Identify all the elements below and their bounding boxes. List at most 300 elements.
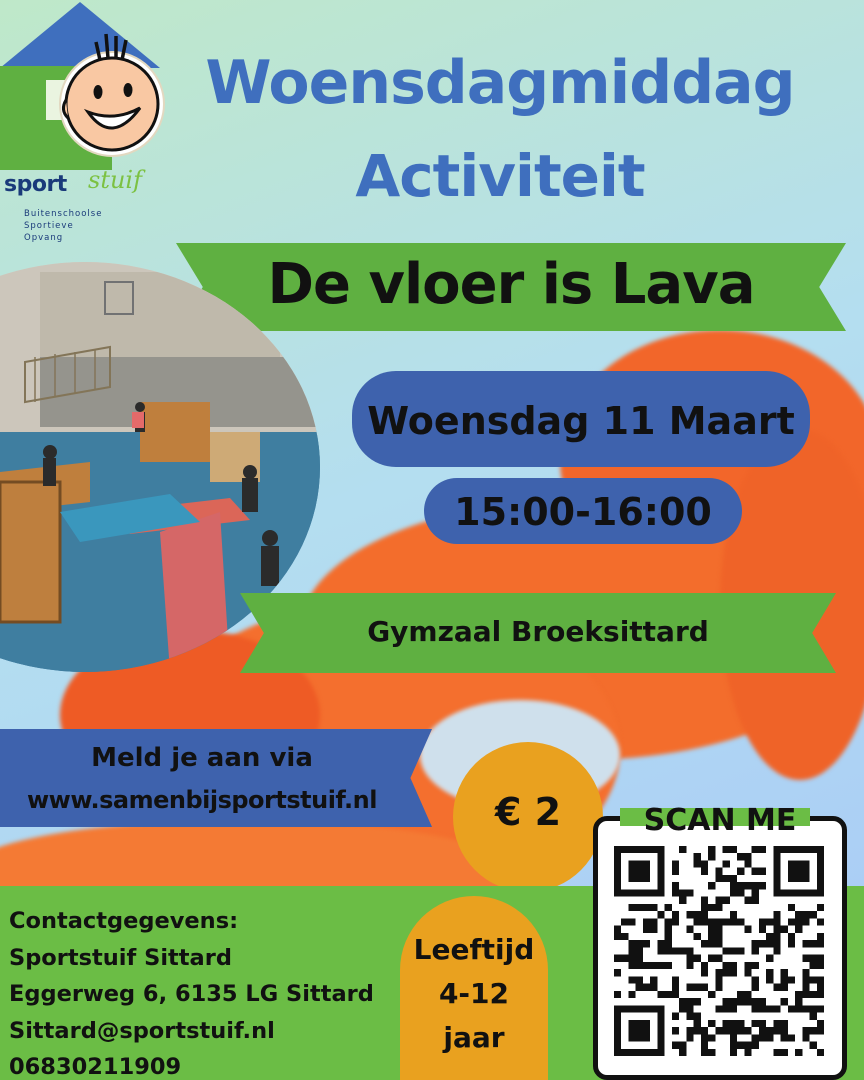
qr-module: [665, 933, 672, 940]
qr-module: [817, 875, 824, 882]
qr-module: [737, 882, 744, 889]
qr-module: [788, 904, 795, 911]
qr-module: [708, 991, 715, 998]
qr-module: [657, 962, 664, 969]
qr-module: [715, 933, 722, 940]
qr-module: [694, 933, 701, 940]
qr-module: [715, 926, 722, 933]
qr-module: [802, 918, 809, 925]
qr-module: [701, 897, 708, 904]
qr-module: [795, 860, 802, 867]
qr-module: [788, 976, 795, 983]
qr-module: [773, 1005, 780, 1012]
qr-module: [752, 846, 759, 853]
qr-module: [752, 868, 759, 875]
qr-module: [665, 940, 672, 947]
qr-module: [614, 1020, 621, 1027]
logo-house-face-icon: [0, 0, 170, 172]
qr-module: [759, 998, 766, 1005]
qr-module: [672, 889, 679, 896]
qr-module: [614, 1027, 621, 1034]
qr-module: [657, 875, 664, 882]
qr-module: [788, 1005, 795, 1012]
qr-module: [621, 955, 628, 962]
qr-module: [694, 955, 701, 962]
qr-module: [643, 875, 650, 882]
logo-subline-2: Sportieve: [24, 221, 74, 231]
qr-module: [810, 1005, 817, 1012]
qr-module: [686, 1013, 693, 1020]
qr-module: [715, 969, 722, 976]
qr-module: [672, 860, 679, 867]
qr-module: [672, 1013, 679, 1020]
qr-module: [773, 853, 780, 860]
qr-module: [614, 853, 621, 860]
qr-module: [650, 976, 657, 983]
qr-module: [643, 926, 650, 933]
qr-module: [723, 860, 730, 867]
qr-module: [730, 1034, 737, 1041]
qr-module: [628, 991, 635, 998]
qr-module: [795, 875, 802, 882]
qr-module: [701, 1042, 708, 1049]
qr-module: [723, 969, 730, 976]
qr-module: [773, 868, 780, 875]
qr-module: [643, 1027, 650, 1034]
qr-module: [636, 1049, 643, 1056]
qr-module: [744, 991, 751, 998]
qr-module: [759, 868, 766, 875]
qr-module: [788, 1034, 795, 1041]
qr-module: [773, 947, 780, 954]
qr-module: [679, 998, 686, 1005]
qr-module: [636, 1027, 643, 1034]
qr-module: [679, 947, 686, 954]
qr-module: [810, 1027, 817, 1034]
event-time: 15:00-16:00: [454, 490, 712, 534]
qr-module: [737, 1020, 744, 1027]
qr-module: [795, 889, 802, 896]
qr-module: [752, 962, 759, 969]
qr-module: [795, 911, 802, 918]
qr-module: [694, 911, 701, 918]
contact-phone-link[interactable]: 06830211909: [9, 1054, 182, 1080]
qr-module: [636, 868, 643, 875]
qr-module: [672, 1027, 679, 1034]
qr-module: [788, 868, 795, 875]
qr-module: [679, 846, 686, 853]
qr-module: [802, 889, 809, 896]
qr-module: [795, 868, 802, 875]
qr-module: [614, 846, 621, 853]
qr-module: [773, 911, 780, 918]
qr-module: [636, 976, 643, 983]
qr-module: [636, 940, 643, 947]
qr-module: [621, 1005, 628, 1012]
qr-module: [737, 1042, 744, 1049]
age-block: [400, 928, 548, 1060]
qr-module: [737, 998, 744, 1005]
qr-module: [737, 853, 744, 860]
qr-module: [766, 940, 773, 947]
qr-module: [628, 947, 635, 954]
qr-module: [708, 926, 715, 933]
contact-name: Sportstuif Sittard: [9, 944, 232, 971]
qr-module: [752, 1034, 759, 1041]
qr-module: [701, 940, 708, 947]
qr-module: [657, 882, 664, 889]
qr-module: [636, 904, 643, 911]
qr-module: [643, 889, 650, 896]
qr-module: [730, 1027, 737, 1034]
qr-module: [802, 984, 809, 991]
qr-module: [686, 911, 693, 918]
qr-module: [636, 846, 643, 853]
qr-module: [752, 976, 759, 983]
qr-module: [730, 875, 737, 882]
qr-module: [657, 1005, 664, 1012]
qr-module: [650, 1049, 657, 1056]
qr-module: [686, 1027, 693, 1034]
qr-module: [628, 1027, 635, 1034]
qr-module: [650, 984, 657, 991]
qr-module: [802, 1027, 809, 1034]
qr-module: [694, 860, 701, 867]
qr-module: [817, 889, 824, 896]
qr-module: [723, 998, 730, 1005]
title-line-2: Activiteit: [355, 142, 645, 210]
qr-module: [715, 897, 722, 904]
qr-module: [730, 1020, 737, 1027]
qr-module: [650, 962, 657, 969]
qr-module: [672, 882, 679, 889]
qr-module: [636, 984, 643, 991]
qr-module: [686, 947, 693, 954]
signup-url-link[interactable]: www.samenbijsportstuif.nl: [27, 786, 377, 814]
qr-module: [752, 1042, 759, 1049]
qr-module: [657, 889, 664, 896]
qr-module: [744, 853, 751, 860]
qr-module: [715, 955, 722, 962]
qr-module: [621, 889, 628, 896]
qr-module: [730, 911, 737, 918]
qr-module: [810, 846, 817, 853]
qr-module: [730, 882, 737, 889]
qr-module: [773, 926, 780, 933]
qr-module: [701, 1049, 708, 1056]
qr-module: [810, 955, 817, 962]
qr-module: [817, 882, 824, 889]
qr-module: [781, 998, 788, 1005]
qr-module: [701, 1034, 708, 1041]
qr-module: [817, 846, 824, 853]
qr-module: [788, 860, 795, 867]
qr-module: [708, 1034, 715, 1041]
qr-module: [730, 1005, 737, 1012]
qr-module: [628, 976, 635, 983]
qr-module: [744, 926, 751, 933]
qr-module: [643, 860, 650, 867]
qr-module: [701, 1027, 708, 1034]
qr-module: [752, 1005, 759, 1012]
qr-module: [694, 1020, 701, 1027]
qr-module: [781, 984, 788, 991]
qr-module: [614, 868, 621, 875]
qr-module: [701, 962, 708, 969]
qr-module: [744, 969, 751, 976]
qr-module: [730, 969, 737, 976]
qr-module: [810, 940, 817, 947]
qr-module: [723, 947, 730, 954]
qr-module: [628, 889, 635, 896]
qr-module: [715, 984, 722, 991]
qr-module: [686, 984, 693, 991]
qr-module: [759, 846, 766, 853]
qr-module: [708, 846, 715, 853]
qr-module: [672, 911, 679, 918]
qr-module: [737, 889, 744, 896]
qr-module: [708, 853, 715, 860]
qr-module: [773, 984, 780, 991]
qr-module: [817, 933, 824, 940]
qr-module: [766, 955, 773, 962]
qr-module: [773, 940, 780, 947]
age-range: 4-12: [438, 977, 510, 1010]
qr-module: [802, 991, 809, 998]
qr-module: [621, 918, 628, 925]
qr-module: [773, 1027, 780, 1034]
qr-module: [650, 1005, 657, 1012]
qr-module: [628, 875, 635, 882]
qr-module: [628, 918, 635, 925]
qr-module: [802, 940, 809, 947]
qr-module: [672, 976, 679, 983]
logo-subline-1: Buitenschoolse: [24, 209, 103, 219]
qr-module: [628, 1020, 635, 1027]
qr-module: [614, 1013, 621, 1020]
qr-module: [802, 911, 809, 918]
qr-module: [817, 1027, 824, 1034]
qr-module: [781, 926, 788, 933]
qr-module: [694, 1027, 701, 1034]
qr-module: [657, 1027, 664, 1034]
qr-module: [802, 955, 809, 962]
qr-module: [817, 868, 824, 875]
qr-module: [643, 1020, 650, 1027]
qr-module: [744, 1027, 751, 1034]
logo-subline-3: Opvang: [24, 233, 64, 243]
qr-module: [773, 875, 780, 882]
qr-module: [802, 875, 809, 882]
qr-module: [744, 998, 751, 1005]
qr-module: [759, 1005, 766, 1012]
qr-module: [744, 860, 751, 867]
qr-module: [708, 933, 715, 940]
qr-module: [672, 1042, 679, 1049]
qr-module: [701, 860, 708, 867]
qr-module: [657, 947, 664, 954]
qr-module: [643, 1034, 650, 1041]
qr-module: [708, 904, 715, 911]
qr-module: [643, 868, 650, 875]
qr-module: [621, 933, 628, 940]
qr-module: [694, 918, 701, 925]
contact-heading: Contactgegevens:: [9, 908, 239, 934]
qr-module: [737, 1027, 744, 1034]
qr-module: [788, 846, 795, 853]
qr-module: [701, 911, 708, 918]
qr-module: [773, 882, 780, 889]
qr-module: [614, 1034, 621, 1041]
qr-module: [730, 889, 737, 896]
qr-module: [723, 918, 730, 925]
qr-module: [810, 962, 817, 969]
qr-module: [781, 1034, 788, 1041]
qr-module: [665, 947, 672, 954]
qr-label: SCAN ME: [643, 803, 797, 838]
qr-module: [723, 1005, 730, 1012]
qr-module: [636, 1005, 643, 1012]
qr-module: [694, 984, 701, 991]
qr-module: [665, 926, 672, 933]
qr-module: [773, 1049, 780, 1056]
price-value: € 2: [494, 790, 562, 834]
qr-module: [795, 991, 802, 998]
qr-module: [614, 860, 621, 867]
qr-module: [686, 998, 693, 1005]
qr-module: [730, 947, 737, 954]
qr-module: [686, 889, 693, 896]
qr-module: [643, 962, 650, 969]
qr-module: [817, 991, 824, 998]
qr-module: [694, 853, 701, 860]
qr-module: [766, 1027, 773, 1034]
qr-module: [715, 904, 722, 911]
qr-module: [752, 897, 759, 904]
qr-module: [657, 1013, 664, 1020]
qr-module: [752, 998, 759, 1005]
event-venue: Gymzaal Broeksittard: [367, 615, 709, 648]
qr-module: [723, 846, 730, 853]
qr-module: [708, 955, 715, 962]
qr-module: [636, 875, 643, 882]
qr-module: [715, 940, 722, 947]
qr-module: [628, 846, 635, 853]
qr-module: [650, 918, 657, 925]
qr-module: [810, 911, 817, 918]
qr-module: [730, 998, 737, 1005]
qr-module: [788, 875, 795, 882]
qr-module: [759, 1027, 766, 1034]
qr-module: [802, 860, 809, 867]
qr-module: [686, 1005, 693, 1012]
qr-module: [650, 904, 657, 911]
qr-module: [672, 991, 679, 998]
qr-module: [679, 889, 686, 896]
qr-module: [643, 940, 650, 947]
qr-module: [614, 955, 621, 962]
contact-block: [9, 903, 374, 1080]
qr-module: [730, 1042, 737, 1049]
qr-module: [614, 926, 621, 933]
qr-module: [715, 976, 722, 983]
qr-module: [744, 897, 751, 904]
qr-module: [657, 1049, 664, 1056]
qr-module: [657, 853, 664, 860]
qr-module: [802, 1005, 809, 1012]
qr-module: [737, 868, 744, 875]
qr-module: [715, 1005, 722, 1012]
qr-module: [686, 1034, 693, 1041]
qr-module: [694, 1013, 701, 1020]
signup-line: Meld je aan via: [91, 743, 313, 773]
qr-module: [701, 904, 708, 911]
qr-module: [817, 955, 824, 962]
title-line-1: Woensdagmiddag: [205, 48, 795, 118]
qr-module: [810, 889, 817, 896]
qr-module: [657, 991, 664, 998]
qr-module: [715, 868, 722, 875]
qr-module: [672, 868, 679, 875]
qr-module: [628, 1005, 635, 1012]
qr-module: [795, 1005, 802, 1012]
qr-module: [708, 940, 715, 947]
qr-module: [723, 875, 730, 882]
qr-module: [636, 962, 643, 969]
qr-module: [744, 882, 751, 889]
qr-module: [802, 846, 809, 853]
qr-module: [715, 1027, 722, 1034]
qr-module: [643, 984, 650, 991]
qr-module: [788, 933, 795, 940]
qr-module: [636, 889, 643, 896]
qr-module: [614, 882, 621, 889]
qr-module: [723, 1020, 730, 1027]
qr-module: [773, 889, 780, 896]
qr-module: [810, 1013, 817, 1020]
qr-module: [737, 918, 744, 925]
qr-module: [657, 1020, 664, 1027]
qr-module: [614, 875, 621, 882]
qr-module: [636, 955, 643, 962]
qr-module: [686, 926, 693, 933]
qr-module: [621, 846, 628, 853]
qr-module: [628, 955, 635, 962]
qr-module: [788, 889, 795, 896]
qr-module: [657, 911, 664, 918]
qr-module: [766, 1034, 773, 1041]
contact-email-link[interactable]: Sittard@sportstuif.nl: [9, 1017, 275, 1044]
qr-module: [701, 984, 708, 991]
qr-module: [752, 1020, 759, 1027]
qr-module: [744, 962, 751, 969]
qr-module: [730, 1049, 737, 1056]
qr-module: [766, 933, 773, 940]
qr-module: [628, 904, 635, 911]
age-label: Leeftijd: [413, 933, 535, 966]
qr-code-icon[interactable]: [614, 846, 824, 1056]
qr-module: [636, 1034, 643, 1041]
qr-module: [817, 1005, 824, 1012]
qr-module: [679, 897, 686, 904]
qr-module: [679, 1049, 686, 1056]
qr-module: [643, 1005, 650, 1012]
qr-module: [636, 860, 643, 867]
qr-module: [643, 1049, 650, 1056]
qr-module: [657, 1034, 664, 1041]
qr-module: [614, 991, 621, 998]
qr-module: [715, 918, 722, 925]
